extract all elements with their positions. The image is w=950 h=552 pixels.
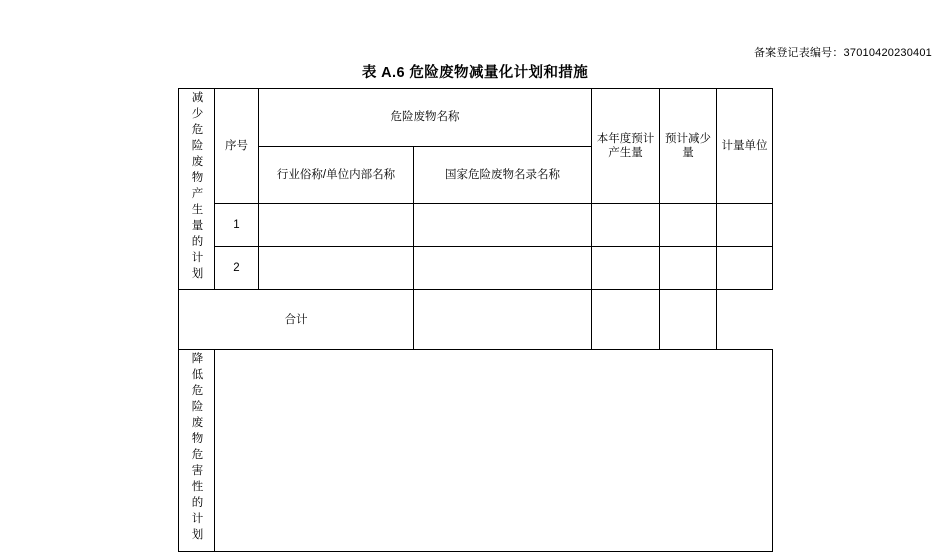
header-seq: 序号 <box>215 89 259 204</box>
row-label-reduce-hazard <box>179 350 215 551</box>
cell-annual-yield[interactable] <box>592 247 660 290</box>
cell-catalog-name[interactable] <box>414 204 592 247</box>
cell-catalog-name[interactable] <box>414 247 592 290</box>
header-waste-name-group: 危险废物名称 <box>259 89 592 147</box>
row-label-reduce-quantity-text: 减少危险废物产生量的计划 <box>190 91 203 283</box>
cell-trade-name[interactable] <box>259 204 414 247</box>
table-row[interactable] <box>179 247 773 290</box>
table-row[interactable] <box>179 204 773 247</box>
cell-unit[interactable] <box>717 247 773 290</box>
table-header-row-1 <box>179 89 773 147</box>
registration-number: 备案登记表编号：37010420230401 <box>753 47 932 59</box>
cell-seq: 1 <box>215 204 259 247</box>
cell-unit[interactable] <box>717 204 773 247</box>
total-annual-yield[interactable] <box>414 290 592 350</box>
cell-trade-name[interactable] <box>259 247 414 290</box>
header-catalog-name: 国家危险废物名录名称 <box>414 146 592 204</box>
hazardous-waste-reduction-table <box>178 88 773 552</box>
form-table-container <box>178 88 772 552</box>
cell-expected-reduction[interactable] <box>660 204 717 247</box>
cell-annual-yield[interactable] <box>592 204 660 247</box>
total-unit[interactable] <box>660 290 717 350</box>
cell-seq: 2 <box>215 247 259 290</box>
header-unit: 计量单位 <box>717 89 773 204</box>
hazard-reduction-content[interactable] <box>215 350 773 551</box>
total-label: 合计 <box>179 290 414 350</box>
header-trade-name: 行业俗称/单位内部名称 <box>259 146 414 204</box>
cell-expected-reduction[interactable] <box>660 247 717 290</box>
header-expected-reduction: 预计减少量 <box>660 89 717 204</box>
page-title: 表 A.6 危险废物减量化计划和措施 <box>361 65 589 81</box>
header-annual-yield: 本年度预计产生量 <box>592 89 660 204</box>
row-label-reduce-quantity <box>179 89 215 290</box>
row-label-reduce-hazard-text: 降低危险废物危害性的计划 <box>190 352 203 545</box>
table-total-row <box>179 290 773 350</box>
hazard-reduction-row <box>179 350 773 551</box>
total-expected-reduction[interactable] <box>592 290 660 350</box>
